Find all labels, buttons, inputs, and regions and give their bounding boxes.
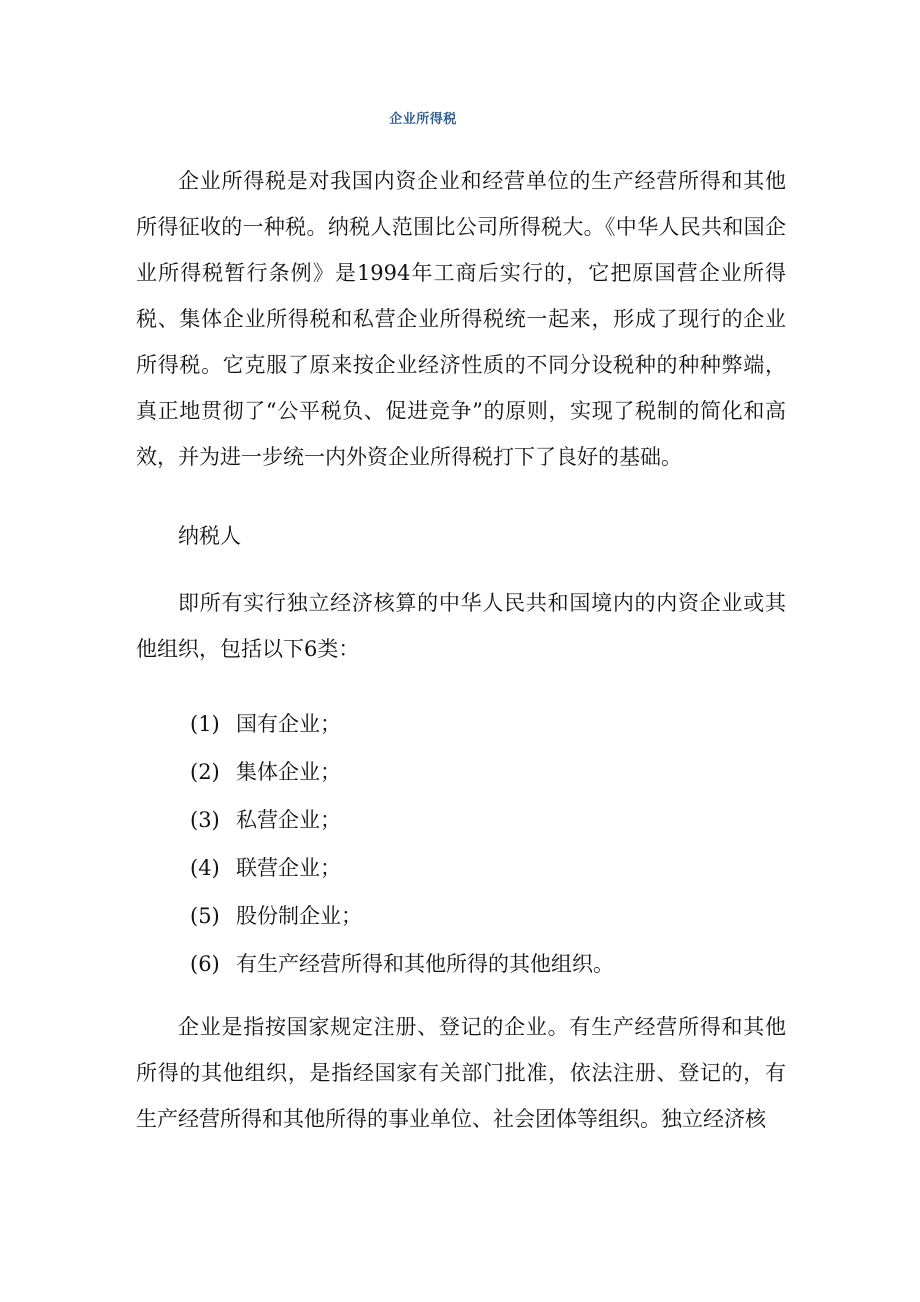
list-item-text: 集体企业；	[236, 760, 341, 784]
list-item-text: 有生产经营所得和其他所得的其他组织。	[236, 952, 614, 976]
list-item	[190, 892, 614, 940]
list-item	[190, 844, 614, 892]
list-item-text: 私营企业；	[236, 808, 341, 832]
list-item	[190, 748, 614, 796]
taxpayer-definition-paragraph: 即所有实行独立经济核算的中华人民共和国境内的内资企业或其他组织，包括以下6类：	[136, 591, 786, 661]
document-title: 企业所得税	[389, 112, 457, 127]
list-item-text: 联营企业；	[236, 856, 341, 880]
list-item-number: (3)	[190, 808, 220, 832]
list-item-number: (4)	[190, 856, 220, 880]
list-item	[190, 700, 614, 748]
taxpayer-type-list	[190, 700, 614, 988]
enterprise-definition-paragraph: 企业是指按国家规定注册、登记的企业。有生产经营所得和其他所得的其他组织，是指经国家有关部门批准，依法注册、登记的，有生产经营所得和其他所得的事业单位、社会团体等组织。独立经济核	[136, 1015, 786, 1131]
list-item-number: (2)	[190, 760, 220, 784]
list-item-text: 国有企业；	[236, 712, 341, 736]
list-item-number: (6)	[190, 952, 220, 976]
section-heading-taxpayer: 纳税人	[178, 524, 241, 548]
list-item-number: (1)	[190, 712, 220, 736]
list-item	[190, 796, 614, 844]
list-item	[190, 940, 614, 988]
list-item-number: (5)	[190, 904, 220, 928]
list-item-text: 股份制企业；	[236, 904, 362, 928]
intro-paragraph: 企业所得税是对我国内资企业和经营单位的生产经营所得和其他所得征收的一种税。纳税人范围比公司所得税大。《中华人民共和国企业所得税暂行条例》是1994年工商后实行的，它把原国营企业所得税、集体企业所得税和私营企业所得税统一起来，形成了现行的企业所得税。它克服了原来按企业经济性质的不同分设税种的种种弊端，真正地贯彻了“公平税负、促进竞争”的原则，实现了税制的简化和高效，并为进一步统一内外资企业所得税打下了良好的基础。	[136, 169, 786, 469]
